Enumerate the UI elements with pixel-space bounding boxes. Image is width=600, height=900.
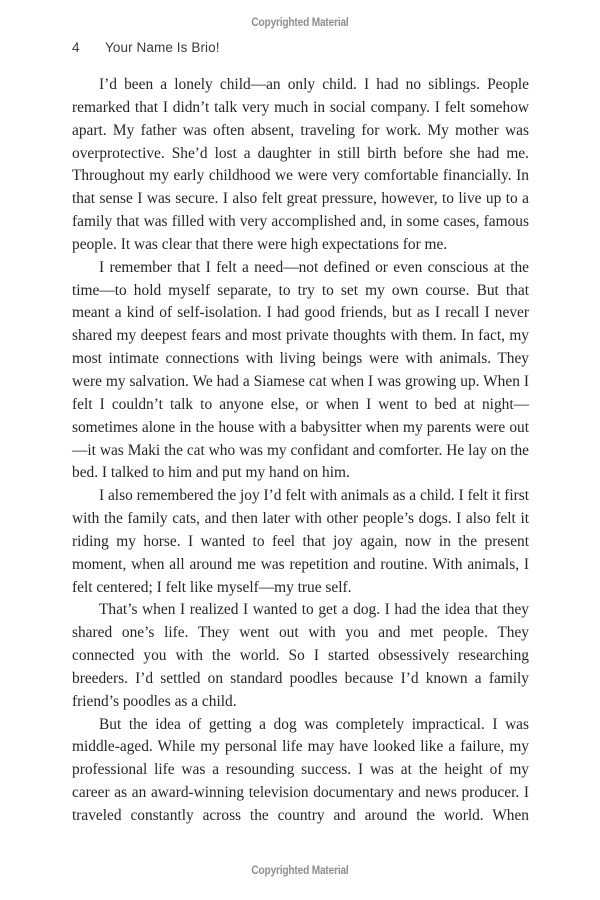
paragraph: But the idea of getting a dog was completely impractical. I was middle-aged. While my personal life may have looked like a failure, my professional life was a resounding success. I was at the height of my career as an award-winning television documentary and news producer. I traveled constantly across the country and around the world. When (72, 715, 529, 824)
body-text (72, 74, 529, 828)
paragraph: That’s when I realized I wanted to get a dog. I had the idea that they shared one’s life. They went out with you and met people. They connected you with the world. So I started obsessively researching breeders. I’d settled on standard poodles because I’d known a family friend’s poodles as a child. (72, 601, 529, 710)
copyright-watermark-bottom: Copyrighted Material (251, 865, 349, 877)
paragraph: I also remembered the joy I’d felt with animals as a child. I felt it first with the family cats, and then later with other people’s dogs. I also felt it riding my horse. I wanted to feel that joy again, now in the present moment, when all around me was repetition and routine. With animals, I felt centered; I felt like myself—my true self. (72, 487, 529, 596)
page-number: 4 (72, 40, 80, 55)
paragraph: I’d been a lonely child—an only child. I had no siblings. People remarked that I didn’t talk very much in social company. I felt somehow apart. My father was often absent, traveling for work. My mother was overprotective. She’d lost a daughter in still birth before she had me. Throughout my early childhood we were very comfortable financially. In that sense I was secure. I also felt great pressure, however, to live up to a family that was filled with very accomplished and, in some cases, famous people. It was clear that there were high expectations for me. (72, 76, 529, 253)
copyright-watermark-top: Copyrighted Material (251, 17, 349, 29)
running-head (72, 40, 528, 60)
paragraph: I remember that I felt a need—not defined or even conscious at the time—to hold myself separate, to try to set my own course. But that meant a kind of self-isolation. I had good friends, but as I recall I never shared my deepest fears and most private thoughts with them. In fact, my most intimate connections with living beings were with animals. They were my salvation. We had a Siamese cat when I was growing up. When I felt I couldn’t talk to anyone else, or when I went to bed at night—sometimes alone in the house with a babysitter when my parents were out—it was Maki the cat who was my confidant and comforter. He lay on the bed. I talked to him and put my hand on him. (72, 258, 529, 482)
book-title: Your Name Is Brio! (105, 40, 220, 55)
